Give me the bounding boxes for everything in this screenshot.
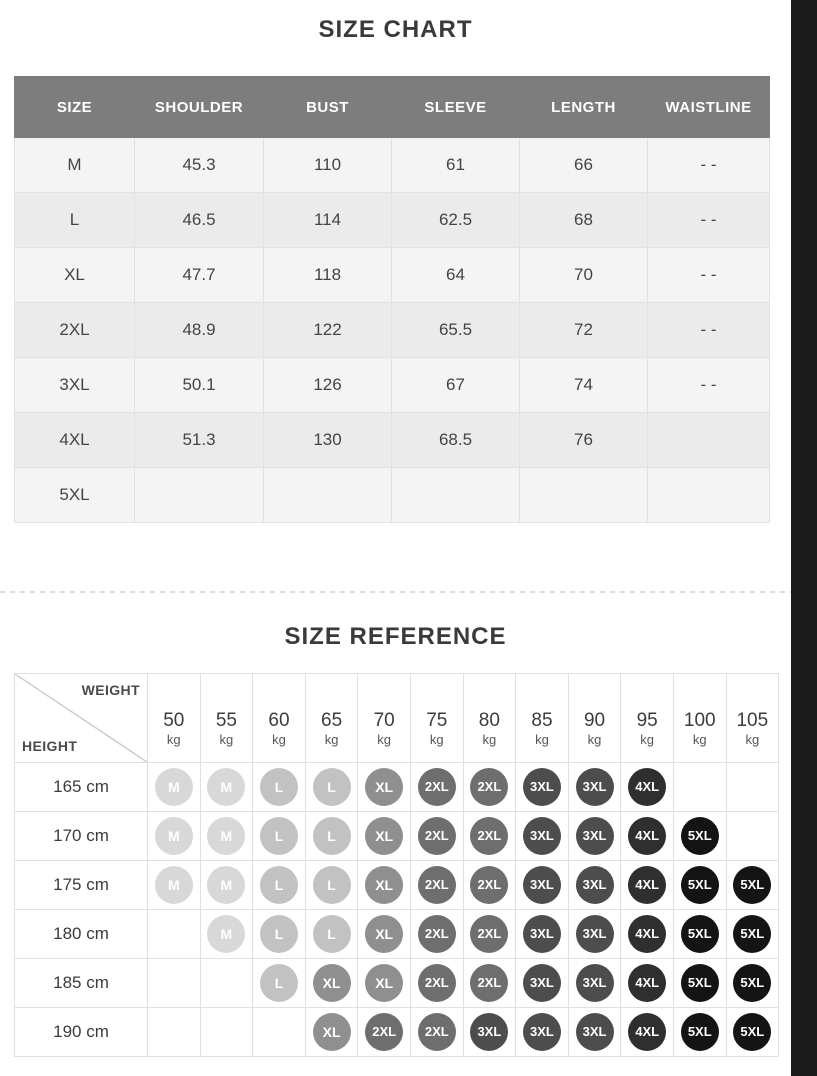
size-cell: [305, 812, 358, 861]
size-cell: [148, 861, 201, 910]
table-row: [15, 193, 770, 248]
size-cell: [200, 763, 253, 812]
size-cell: [410, 861, 463, 910]
size-bubble: 3XL: [576, 817, 614, 855]
cell-length: 70: [520, 248, 648, 303]
size-bubble: L: [313, 866, 351, 904]
size-bubble: [733, 817, 771, 855]
cell-length: 72: [520, 303, 648, 358]
size-bubble: XL: [365, 768, 403, 806]
size-bubble: 4XL: [628, 768, 666, 806]
size-bubble: XL: [313, 964, 351, 1002]
size-bubble: 2XL: [470, 915, 508, 953]
size-bubble: 4XL: [628, 964, 666, 1002]
size-bubble: 3XL: [523, 866, 561, 904]
size-cell: [726, 763, 779, 812]
size-bubble: 2XL: [418, 1013, 456, 1051]
size-bubble: [155, 915, 193, 953]
height-row-label: 175 cm: [15, 861, 148, 910]
cell-shoulder: 51.3: [135, 413, 264, 468]
weight-axis-label: WEIGHT: [81, 682, 140, 698]
weight-column-header: [726, 674, 779, 763]
size-bubble: L: [260, 817, 298, 855]
size-cell: [148, 910, 201, 959]
size-bubble: L: [260, 768, 298, 806]
cell-waistline: - -: [648, 138, 770, 193]
size-bubble: L: [260, 964, 298, 1002]
size-cell: [358, 812, 411, 861]
size-bubble: M: [207, 817, 245, 855]
size-reference-header-row: [15, 674, 779, 763]
size-cell: [463, 1008, 516, 1057]
size-bubble: 3XL: [523, 964, 561, 1002]
height-axis-label: HEIGHT: [22, 738, 78, 754]
size-cell: [148, 959, 201, 1008]
size-cell: [253, 1008, 306, 1057]
size-cell: [673, 861, 726, 910]
weight-value: 90: [583, 710, 606, 731]
size-bubble: 5XL: [681, 964, 719, 1002]
size-bubble: XL: [365, 915, 403, 953]
size-bubble: M: [155, 817, 193, 855]
size-cell: [305, 763, 358, 812]
size-bubble: 3XL: [523, 817, 561, 855]
cell-sleeve: 61: [392, 138, 520, 193]
cell-shoulder: 47.7: [135, 248, 264, 303]
cell-sleeve: 68.5: [392, 413, 520, 468]
size-cell: [621, 763, 674, 812]
height-row-label: 170 cm: [15, 812, 148, 861]
size-cell: [410, 763, 463, 812]
size-bubble: 5XL: [681, 1013, 719, 1051]
weight-value: 75: [426, 710, 448, 731]
size-cell: [358, 763, 411, 812]
cell-bust: 126: [264, 358, 392, 413]
size-chart-title: SIZE CHART: [318, 16, 473, 43]
cell-size: 3XL: [15, 358, 135, 413]
size-cell: [463, 861, 516, 910]
size-bubble: 4XL: [628, 866, 666, 904]
size-bubble: 2XL: [418, 817, 456, 855]
size-bubble: 3XL: [576, 866, 614, 904]
size-cell: [621, 812, 674, 861]
table-row: [15, 468, 770, 523]
size-bubble: XL: [365, 817, 403, 855]
size-cell: [568, 1008, 621, 1057]
size-cell: [726, 959, 779, 1008]
column-header-length: LENGTH: [520, 77, 648, 138]
weight-unit: kg: [482, 732, 497, 747]
cell-sleeve: 65.5: [392, 303, 520, 358]
size-cell: [410, 1008, 463, 1057]
size-cell: [200, 812, 253, 861]
size-cell: [726, 861, 779, 910]
cell-waistline: [648, 413, 770, 468]
weight-unit: kg: [324, 732, 339, 747]
size-cell: [410, 812, 463, 861]
size-cell: [673, 1008, 726, 1057]
size-bubble: [260, 1013, 298, 1051]
cell-length: 74: [520, 358, 648, 413]
size-cell: [253, 910, 306, 959]
size-bubble: 2XL: [470, 768, 508, 806]
size-cell: [358, 1008, 411, 1057]
cell-sleeve: 67: [392, 358, 520, 413]
cell-sleeve: [392, 468, 520, 523]
cell-size: 2XL: [15, 303, 135, 358]
column-header-shoulder: SHOULDER: [135, 77, 264, 138]
size-reference-title: SIZE REFERENCE: [284, 623, 507, 650]
size-cell: [148, 812, 201, 861]
cell-length: 76: [520, 413, 648, 468]
size-bubble: 3XL: [523, 915, 561, 953]
weight-column-header: [148, 674, 201, 763]
size-cell: [516, 1008, 569, 1057]
cell-waistline: - -: [648, 303, 770, 358]
size-bubble: M: [207, 915, 245, 953]
size-cell: [621, 910, 674, 959]
size-cell: [516, 763, 569, 812]
weight-value: 95: [636, 710, 658, 731]
size-cell: [305, 910, 358, 959]
size-bubble: L: [313, 817, 351, 855]
size-cell: [253, 763, 306, 812]
size-bubble: 2XL: [470, 817, 508, 855]
weight-column-header: [621, 674, 674, 763]
size-bubble: M: [207, 768, 245, 806]
height-row-label: 190 cm: [15, 1008, 148, 1057]
weight-unit: kg: [272, 732, 286, 747]
weight-unit: kg: [535, 732, 549, 747]
cell-length: 66: [520, 138, 648, 193]
weight-value: 105: [736, 710, 769, 731]
size-cell: [516, 959, 569, 1008]
cell-waistline: - -: [648, 358, 770, 413]
height-row-label: 185 cm: [15, 959, 148, 1008]
table-row: [15, 303, 770, 358]
size-cell: [621, 1008, 674, 1057]
size-bubble: 5XL: [733, 964, 771, 1002]
size-bubble: 2XL: [418, 964, 456, 1002]
size-bubble: XL: [313, 1013, 351, 1051]
table-row: [15, 138, 770, 193]
table-row: [15, 358, 770, 413]
size-cell: [358, 861, 411, 910]
size-bubble: 2XL: [365, 1013, 403, 1051]
size-reference-row: [15, 1008, 779, 1057]
size-bubble: L: [260, 866, 298, 904]
cell-length: 68: [520, 193, 648, 248]
weight-column-header: [568, 674, 621, 763]
weight-column-header: [305, 674, 358, 763]
cell-bust: 118: [264, 248, 392, 303]
weight-column-header: [673, 674, 726, 763]
size-bubble: 4XL: [628, 1013, 666, 1051]
size-cell: [253, 861, 306, 910]
size-bubble: 2XL: [470, 964, 508, 1002]
weight-value: 50: [163, 710, 185, 731]
size-cell: [673, 763, 726, 812]
size-bubble: L: [313, 768, 351, 806]
cell-bust: 110: [264, 138, 392, 193]
size-cell: [516, 861, 569, 910]
cell-bust: 122: [264, 303, 392, 358]
size-bubble: 5XL: [733, 1013, 771, 1051]
size-cell: [568, 812, 621, 861]
size-chart-table: [14, 76, 770, 523]
cell-length: [520, 468, 648, 523]
size-reference-row: [15, 910, 779, 959]
size-bubble: L: [313, 915, 351, 953]
size-reference-row: [15, 812, 779, 861]
size-bubble: 3XL: [523, 1013, 561, 1051]
size-bubble: 2XL: [470, 866, 508, 904]
cell-waistline: - -: [648, 248, 770, 303]
size-bubble: 3XL: [576, 768, 614, 806]
size-bubble: 3XL: [523, 768, 561, 806]
size-cell: [253, 812, 306, 861]
size-bubble: 2XL: [418, 915, 456, 953]
cell-size: L: [15, 193, 135, 248]
size-reference-row: [15, 959, 779, 1008]
cell-shoulder: [135, 468, 264, 523]
weight-value: 70: [373, 710, 395, 731]
size-cell: [621, 959, 674, 1008]
column-header-sleeve: SLEEVE: [392, 77, 520, 138]
height-row-label: 165 cm: [15, 763, 148, 812]
size-bubble: 2XL: [418, 866, 456, 904]
axis-corner-cell: [15, 674, 148, 763]
weight-value: 65: [321, 710, 343, 731]
table-row: [15, 248, 770, 303]
size-cell: [463, 812, 516, 861]
size-cell: [463, 910, 516, 959]
size-reference-container: [14, 673, 769, 1057]
size-cell: [568, 959, 621, 1008]
cell-waistline: [648, 468, 770, 523]
weight-unit: kg: [640, 732, 654, 747]
weight-unit: kg: [745, 732, 760, 747]
size-cell: [305, 1008, 358, 1057]
cell-sleeve: 62.5: [392, 193, 520, 248]
size-bubble: 5XL: [733, 866, 771, 904]
size-bubble: XL: [365, 964, 403, 1002]
cell-bust: 130: [264, 413, 392, 468]
size-chart-container: [14, 76, 769, 523]
size-cell: [726, 812, 779, 861]
size-bubble: 3XL: [470, 1013, 508, 1051]
size-bubble: [207, 964, 245, 1002]
weight-value: 100: [683, 710, 716, 731]
weight-unit: kg: [429, 732, 444, 747]
size-reference-table: [14, 673, 779, 1057]
size-bubble: [207, 1013, 245, 1051]
cell-shoulder: 48.9: [135, 303, 264, 358]
size-cell: [516, 812, 569, 861]
size-bubble: 3XL: [576, 1013, 614, 1051]
size-bubble: 3XL: [576, 964, 614, 1002]
weight-unit: kg: [587, 732, 602, 747]
size-bubble: [155, 964, 193, 1002]
size-bubble: XL: [365, 866, 403, 904]
size-bubble: 3XL: [576, 915, 614, 953]
size-bubble: [155, 1013, 193, 1051]
size-cell: [673, 959, 726, 1008]
cell-sleeve: 64: [392, 248, 520, 303]
size-cell: [463, 959, 516, 1008]
size-cell: [463, 763, 516, 812]
weight-value: 85: [531, 710, 553, 731]
cell-size: XL: [15, 248, 135, 303]
cell-shoulder: 45.3: [135, 138, 264, 193]
size-cell: [568, 910, 621, 959]
size-bubble: [681, 768, 719, 806]
weight-unit: kg: [166, 732, 181, 747]
size-cell: [568, 861, 621, 910]
size-reference-row: [15, 861, 779, 910]
weight-unit: kg: [219, 732, 234, 747]
size-bubble: [733, 768, 771, 806]
weight-unit: kg: [377, 732, 392, 747]
size-cell: [200, 1008, 253, 1057]
size-bubble: L: [260, 915, 298, 953]
size-cell: [726, 910, 779, 959]
table-header-row: [15, 77, 770, 138]
weight-column-header: [253, 674, 306, 763]
size-cell: [726, 1008, 779, 1057]
size-cell: [148, 1008, 201, 1057]
size-cell: [305, 959, 358, 1008]
size-bubble: 2XL: [418, 768, 456, 806]
cell-size: M: [15, 138, 135, 193]
weight-value: 80: [478, 710, 500, 731]
size-cell: [621, 861, 674, 910]
size-cell: [358, 910, 411, 959]
height-row-label: 180 cm: [15, 910, 148, 959]
size-cell: [200, 861, 253, 910]
cell-shoulder: 50.1: [135, 358, 264, 413]
weight-value: 55: [215, 710, 237, 731]
size-cell: [148, 763, 201, 812]
size-bubble: 4XL: [628, 915, 666, 953]
size-bubble: 4XL: [628, 817, 666, 855]
weight-unit: kg: [692, 732, 707, 747]
size-cell: [200, 910, 253, 959]
size-bubble: 5XL: [681, 817, 719, 855]
table-row: [15, 413, 770, 468]
weight-column-header: [410, 674, 463, 763]
size-cell: [305, 861, 358, 910]
size-bubble: 5XL: [733, 915, 771, 953]
size-reference-row: [15, 763, 779, 812]
weight-column-header: [516, 674, 569, 763]
cell-shoulder: 46.5: [135, 193, 264, 248]
weight-value: 60: [268, 710, 290, 731]
size-cell: [673, 910, 726, 959]
cell-size: 4XL: [15, 413, 135, 468]
cell-bust: [264, 468, 392, 523]
size-cell: [410, 959, 463, 1008]
size-cell: [253, 959, 306, 1008]
weight-column-header: [463, 674, 516, 763]
size-bubble: M: [155, 866, 193, 904]
size-cell: [516, 910, 569, 959]
column-header-bust: BUST: [264, 77, 392, 138]
size-bubble: 5XL: [681, 866, 719, 904]
cell-bust: 114: [264, 193, 392, 248]
size-cell: [410, 910, 463, 959]
cell-size: 5XL: [15, 468, 135, 523]
size-cell: [358, 959, 411, 1008]
weight-column-header: [200, 674, 253, 763]
size-cell: [568, 763, 621, 812]
size-cell: [200, 959, 253, 1008]
size-bubble: M: [155, 768, 193, 806]
cell-waistline: - -: [648, 193, 770, 248]
column-header-waistline: WAISTLINE: [648, 77, 770, 138]
right-edge-bar: [791, 0, 817, 1076]
column-header-size: SIZE: [15, 77, 135, 138]
size-cell: [673, 812, 726, 861]
weight-column-header: [358, 674, 411, 763]
size-bubble: 5XL: [681, 915, 719, 953]
size-bubble: M: [207, 866, 245, 904]
